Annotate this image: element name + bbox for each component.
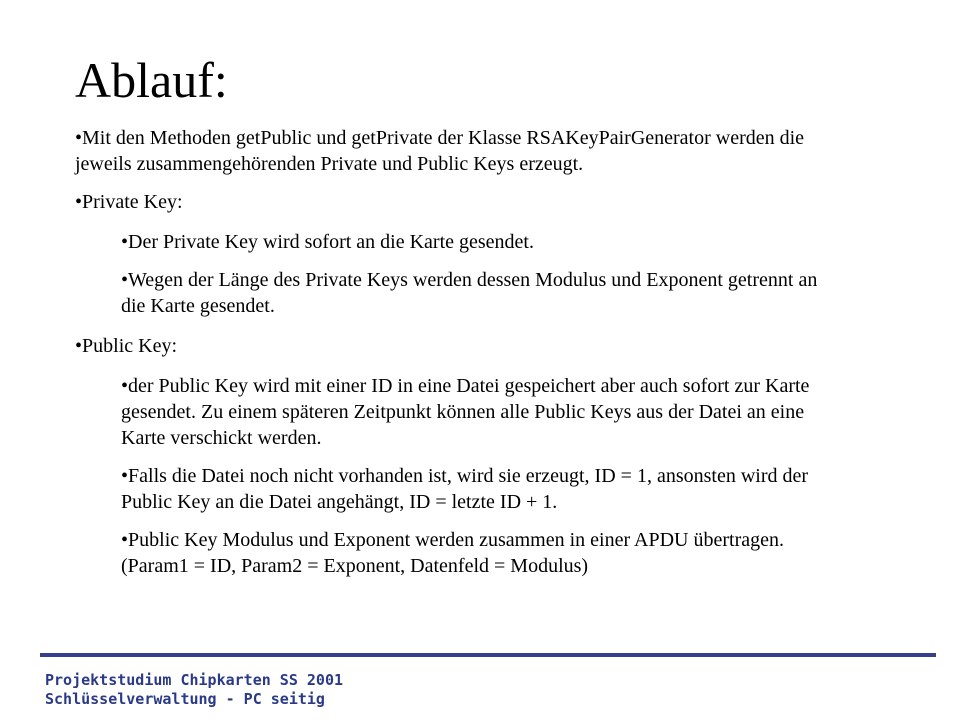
bullet-public-key-heading (75, 333, 845, 359)
bullet-public-key-id (121, 463, 845, 515)
bullet-public-key-apdu (121, 527, 845, 579)
bullet-text: der Public Key wird mit einer ID in eine Datei gespeichert aber auch sofort zur Karte gesendet. Zu einem späteren Zeitpunkt können alle Public Keys aus der Datei an eine Karte verschickt werden. (121, 375, 810, 449)
bullet-keypair-generation (75, 125, 845, 177)
bullet-text: Falls die Datei noch nicht vorhanden ist, wird sie erzeugt, ID = 1, ansonsten wird der Public Key an die Datei angehängt, ID = letzte ID + 1. (121, 465, 809, 513)
slide-title: Ablauf: (75, 52, 228, 108)
footer-topic: Schlüsselverwaltung - PC seitig (45, 690, 325, 708)
footer-divider (40, 653, 936, 657)
bullet-marker: • (121, 375, 129, 397)
bullet-private-key-heading (75, 189, 845, 215)
bullet-marker: • (75, 191, 83, 213)
bullet-text: Der Private Key wird sofort an die Karte gesendet. (128, 231, 534, 253)
bullet-public-key-file (121, 373, 845, 451)
bullet-marker: • (121, 465, 129, 487)
bullet-text: Public Key: (82, 335, 178, 357)
bullet-private-key-split (121, 267, 845, 319)
bullet-marker: • (75, 335, 83, 357)
bullet-marker: • (75, 127, 83, 149)
bullet-private-key-sent (121, 229, 845, 255)
footer-course: Projektstudium Chipkarten SS 2001 (45, 671, 344, 689)
bullet-text: Mit den Methoden getPublic und getPrivate der Klasse RSAKeyPairGenerator werden die jeweils zusammengehörenden Private und Public Keys erzeugt. (75, 127, 805, 175)
slide-content (75, 125, 845, 579)
bullet-text: Public Key Modulus und Exponent werden zusammen in einer APDU übertragen. (Param1 = ID, Param2 = Exponent, Datenfeld = Modulus) (121, 529, 784, 577)
bullet-text: Wegen der Länge des Private Keys werden dessen Modulus und Exponent getrennt an die Karte gesendet. (121, 269, 818, 317)
bullet-text: Private Key: (82, 191, 183, 213)
bullet-marker: • (121, 231, 129, 253)
bullet-marker: • (121, 269, 129, 291)
bullet-marker: • (121, 529, 129, 551)
footer (45, 671, 343, 709)
